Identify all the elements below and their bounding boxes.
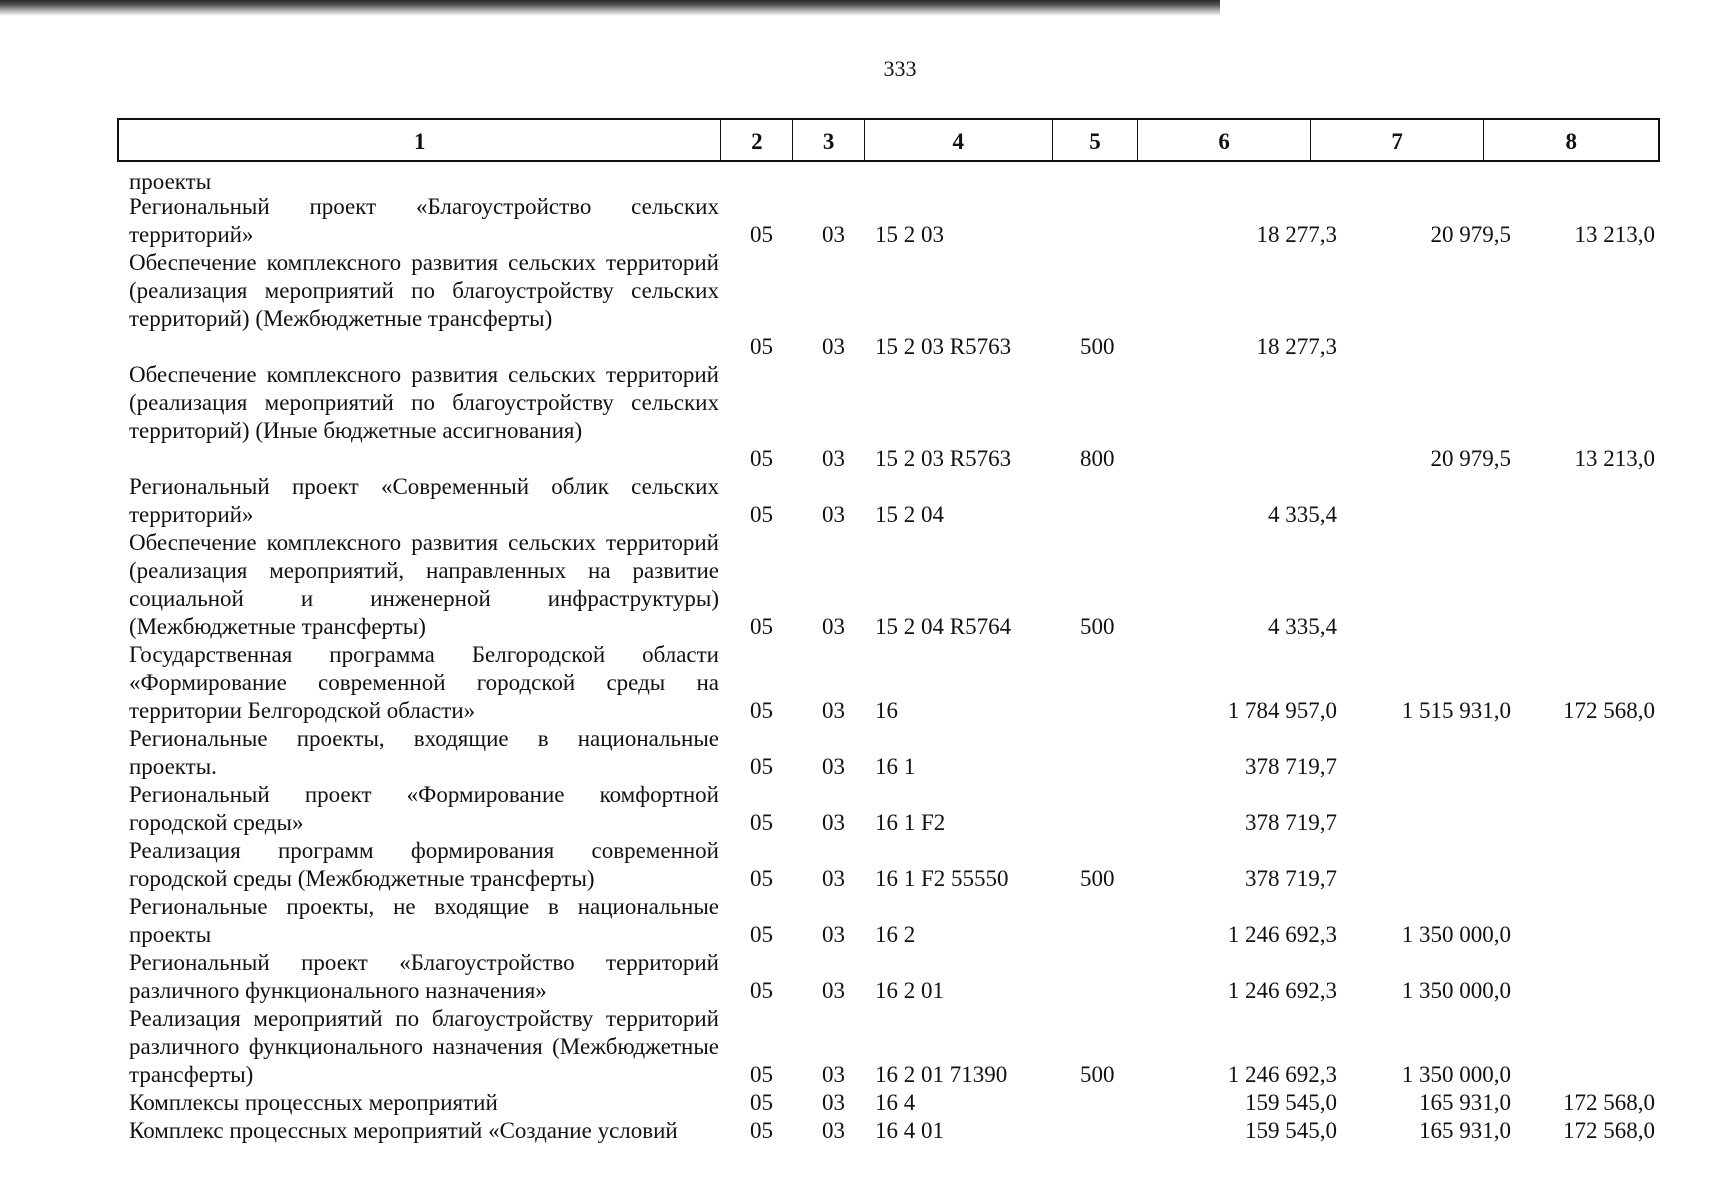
- cell-amount-7: 1 350 000,0: [1401, 1062, 1511, 1087]
- table-row: [117, 1089, 1660, 1117]
- cell-subsection: 03: [822, 810, 845, 835]
- cell-section: 05: [750, 1118, 773, 1143]
- cell-subsection: 03: [822, 1090, 845, 1115]
- cell-target-code: 16 2 01 71390: [875, 1062, 1008, 1087]
- page-number: 333: [883, 56, 917, 81]
- cell-section: 05: [750, 978, 773, 1003]
- cell-target-code: 15 2 03: [875, 222, 944, 247]
- cell-amount-6: 378 719,7: [1245, 866, 1337, 891]
- cell-amount-8: 172 568,0: [1563, 1118, 1655, 1143]
- cell-target-code: 15 2 03 R5763: [875, 334, 1012, 359]
- table-row: [117, 781, 1660, 837]
- table-row: [117, 193, 1660, 249]
- row-name: Региональный проект «Формирование комфортной городской среды»: [129, 782, 719, 835]
- cell-subsection: 03: [822, 1062, 845, 1087]
- cell-amount-8: 13 213,0: [1574, 222, 1655, 247]
- cell-expense-type: 800: [1080, 446, 1115, 471]
- table-row: [117, 168, 1660, 196]
- cell-target-code: 16 4 01: [875, 1118, 944, 1143]
- cell-amount-6: 4 335,4: [1268, 502, 1337, 527]
- cell-section: 05: [750, 1090, 773, 1115]
- row-name: Региональный проект «Современный облик сельских территорий»: [129, 474, 719, 527]
- table-row: [117, 641, 1660, 725]
- cell-amount-7: 1 350 000,0: [1401, 922, 1511, 947]
- cell-section: 05: [750, 698, 773, 723]
- cell-section: 05: [750, 754, 773, 779]
- table-row: [117, 949, 1660, 1005]
- table-row: [117, 249, 1660, 361]
- cell-target-code: 16: [875, 698, 898, 723]
- cell-section: 05: [750, 1062, 773, 1087]
- table-row: [117, 725, 1660, 781]
- cell-section: 05: [750, 866, 773, 891]
- cell-amount-7: 1 350 000,0: [1401, 978, 1511, 1003]
- row-name: Комплексы процессных мероприятий: [129, 1090, 498, 1115]
- table-row: [117, 1117, 1660, 1145]
- cell-amount-7: 1 515 931,0: [1401, 698, 1511, 723]
- scan-edge-shadow: [0, 0, 1220, 16]
- cell-section: 05: [750, 810, 773, 835]
- table-row: [117, 1005, 1660, 1089]
- column-header-8: 8: [1565, 129, 1577, 154]
- cell-amount-6: 378 719,7: [1245, 810, 1337, 835]
- cell-target-code: 16 2: [875, 922, 916, 947]
- cell-target-code: 15 2 04 R5764: [875, 614, 1012, 639]
- cell-target-code: 15 2 04: [875, 502, 944, 527]
- row-name: Региональный проект «Благоустройство сельских территорий»: [129, 194, 719, 247]
- cell-amount-7: 165 931,0: [1419, 1090, 1511, 1115]
- cell-subsection: 03: [822, 922, 845, 947]
- table-header: [117, 118, 1660, 162]
- cell-amount-6: 159 545,0: [1245, 1090, 1337, 1115]
- cell-target-code: 16 2 01: [875, 978, 944, 1003]
- cell-amount-6: 1 246 692,3: [1227, 1062, 1337, 1087]
- cell-amount-6: 1 246 692,3: [1227, 978, 1337, 1003]
- cell-amount-6: 1 246 692,3: [1227, 922, 1337, 947]
- cell-amount-8: 13 213,0: [1574, 446, 1655, 471]
- column-header-5: 5: [1053, 120, 1139, 160]
- row-name: Региональный проект «Благоустройство территорий различного функционального назначения»: [129, 950, 719, 1003]
- cell-target-code: 16 1: [875, 754, 916, 779]
- cell-subsection: 03: [822, 222, 845, 247]
- table-row: [117, 473, 1660, 529]
- column-header-7: 7: [1311, 120, 1485, 160]
- cell-amount-6: 159 545,0: [1245, 1118, 1337, 1143]
- table-row: [117, 361, 1660, 473]
- column-header-4: 4: [865, 120, 1053, 160]
- cell-amount-7: 20 979,5: [1430, 446, 1511, 471]
- column-header-3: 3: [793, 120, 865, 160]
- row-name: Обеспечение комплексного развития сельских территорий (реализация мероприятий по благоустройству сельских территорий) (Межбюджетные трансферты): [129, 250, 719, 331]
- cell-section: 05: [750, 922, 773, 947]
- cell-amount-8: 172 568,0: [1563, 1090, 1655, 1115]
- row-name: Реализация программ формирования современной городской среды (Межбюджетные трансферты): [129, 838, 719, 891]
- row-name: Региональные проекты, не входящие в национальные проекты: [129, 894, 719, 947]
- cell-subsection: 03: [822, 614, 845, 639]
- row-name: проекты: [129, 169, 212, 194]
- cell-subsection: 03: [822, 978, 845, 1003]
- cell-amount-8: 172 568,0: [1563, 698, 1655, 723]
- cell-subsection: 03: [822, 866, 845, 891]
- cell-subsection: 03: [822, 1118, 845, 1143]
- row-name: Государственная программа Белгородской области «Формирование современной городской среды на территории Белгородской области»: [129, 642, 719, 723]
- cell-amount-6: 4 335,4: [1268, 614, 1337, 639]
- cell-subsection: 03: [822, 502, 845, 527]
- cell-expense-type: 500: [1080, 614, 1115, 639]
- row-name: Обеспечение комплексного развития сельских территорий (реализация мероприятий по благоустройству сельских территорий) (Иные бюджетные ассигнования): [129, 362, 719, 443]
- column-header-6: 6: [1138, 120, 1311, 160]
- table-row: [117, 837, 1660, 893]
- cell-amount-6: 18 277,3: [1256, 334, 1337, 359]
- cell-expense-type: 500: [1080, 866, 1115, 891]
- cell-section: 05: [750, 222, 773, 247]
- cell-subsection: 03: [822, 754, 845, 779]
- cell-subsection: 03: [822, 698, 845, 723]
- table-row: [117, 529, 1660, 641]
- cell-amount-6: 18 277,3: [1256, 222, 1337, 247]
- column-header-2: 2: [721, 120, 793, 160]
- cell-expense-type: 500: [1080, 334, 1115, 359]
- cell-section: 05: [750, 334, 773, 359]
- cell-subsection: 03: [822, 334, 845, 359]
- cell-section: 05: [750, 614, 773, 639]
- table-row: [117, 893, 1660, 949]
- cell-target-code: 16 4: [875, 1090, 916, 1115]
- row-name: Комплекс процессных мероприятий «Создание условий: [129, 1118, 678, 1143]
- cell-amount-7: 165 931,0: [1419, 1118, 1511, 1143]
- cell-section: 05: [750, 446, 773, 471]
- row-name: Региональные проекты, входящие в национальные проекты.: [129, 726, 719, 779]
- cell-amount-6: 1 784 957,0: [1227, 698, 1337, 723]
- cell-target-code: 16 1 F2: [875, 810, 946, 835]
- cell-amount-6: 378 719,7: [1245, 754, 1337, 779]
- cell-section: 05: [750, 502, 773, 527]
- row-name: Обеспечение комплексного развития сельских территорий (реализация мероприятий, направленных на развитие социальной и инженерной инфраструктуры) (Межбюджетные трансферты): [129, 530, 719, 639]
- cell-subsection: 03: [822, 446, 845, 471]
- cell-target-code: 15 2 03 R5763: [875, 446, 1012, 471]
- row-name: Реализация мероприятий по благоустройству территорий различного функционального назначения (Межбюджетные трансферты): [129, 1006, 719, 1087]
- cell-amount-7: 20 979,5: [1430, 222, 1511, 247]
- cell-expense-type: 500: [1080, 1062, 1115, 1087]
- cell-target-code: 16 1 F2 55550: [875, 866, 1009, 891]
- column-header-1: 1: [119, 120, 721, 160]
